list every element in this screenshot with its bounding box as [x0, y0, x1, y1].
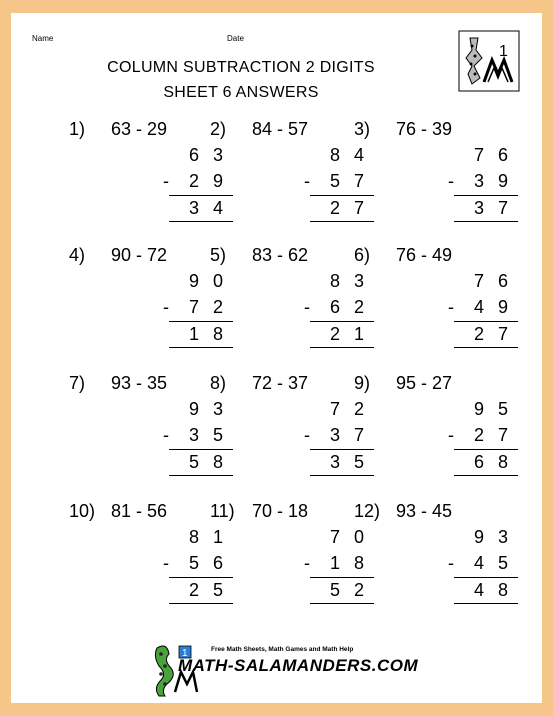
minus-sign: - — [448, 171, 454, 191]
minuend-digit: 8 — [329, 271, 340, 291]
answer-digit: 1 — [188, 324, 199, 344]
subtrahend-digit: 3 — [329, 425, 340, 445]
problem-rule-top — [454, 195, 518, 196]
answer-digit: 7 — [353, 198, 364, 218]
subtrahend-digit: 2 — [212, 297, 223, 317]
minuend-digit: 9 — [188, 399, 199, 419]
minuend-digit: 2 — [353, 399, 364, 419]
problem-number: 3) — [354, 119, 371, 139]
subtrahend-digit: 8 — [353, 553, 364, 573]
answer-digit: 5 — [212, 580, 223, 600]
problem-expression: 93 - 35 — [111, 373, 168, 393]
problem-number: 11) — [210, 501, 235, 521]
problem-expression: 84 - 57 — [252, 119, 309, 139]
problem-rule-bottom — [169, 347, 233, 348]
minuend-digit: 9 — [473, 399, 484, 419]
minus-sign: - — [163, 171, 169, 191]
answer-digit: 5 — [188, 452, 199, 472]
minuend-digit: 6 — [188, 145, 199, 165]
subtrahend-digit: 5 — [188, 553, 199, 573]
problem-number: 8) — [210, 373, 227, 393]
problem-rule-bottom — [454, 221, 518, 222]
minuend-digit: 3 — [212, 145, 223, 165]
problem-number: 10) — [69, 501, 96, 521]
problem-number: 1) — [69, 119, 86, 139]
problem-expression: 83 - 62 — [252, 245, 309, 265]
subtrahend-digit: 7 — [353, 425, 364, 445]
problem-rule-bottom — [169, 475, 233, 476]
minuend-digit: 5 — [497, 399, 508, 419]
answer-digit: 6 — [473, 452, 484, 472]
subtrahend-digit: 4 — [473, 297, 484, 317]
problem-12 — [354, 501, 508, 601]
answer-digit: 8 — [212, 324, 223, 344]
minuend-digit: 7 — [473, 271, 484, 291]
minuend-digit: 9 — [473, 527, 484, 547]
minuend-digit: 6 — [497, 145, 508, 165]
footer-brand: MATH-SALAMANDERS.COM — [178, 656, 419, 675]
subtrahend-digit: 7 — [188, 297, 199, 317]
problem-3 — [354, 119, 508, 219]
problem-expression: 76 - 39 — [396, 119, 453, 139]
answer-digit: 2 — [329, 324, 340, 344]
answer-digit: 2 — [329, 198, 340, 218]
minuend-digit: 3 — [497, 527, 508, 547]
worksheet-title: COLUMN SUBTRACTION 2 DIGITS — [107, 59, 375, 76]
date-label: Date — [227, 34, 244, 43]
problem-rule-top — [454, 449, 518, 450]
problem-rule-bottom — [310, 475, 374, 476]
subtrahend-digit: 4 — [473, 553, 484, 573]
minus-sign: - — [163, 425, 169, 445]
subtrahend-digit: 6 — [329, 297, 340, 317]
page-badge: 1 — [499, 43, 508, 60]
answer-digit: 8 — [212, 452, 223, 472]
problem-expression: 72 - 37 — [252, 373, 309, 393]
minus-sign: - — [448, 553, 454, 573]
minuend-digit: 9 — [188, 271, 199, 291]
problem-number: 6) — [354, 245, 371, 265]
name-label: Name — [32, 34, 54, 43]
answer-digit: 3 — [329, 452, 340, 472]
problem-rule-bottom — [454, 475, 518, 476]
answer-digit: 2 — [188, 580, 199, 600]
answer-digit: 8 — [497, 452, 508, 472]
problem-rule-bottom — [454, 603, 518, 604]
problem-rule-top — [454, 321, 518, 322]
problem-rule-bottom — [169, 221, 233, 222]
problem-rule-bottom — [454, 347, 518, 348]
subtrahend-digit: 9 — [497, 171, 508, 191]
problem-8 — [210, 373, 364, 473]
minuend-digit: 4 — [353, 145, 364, 165]
minus-sign: - — [304, 171, 310, 191]
subtrahend-digit: 9 — [212, 171, 223, 191]
answer-digit: 5 — [329, 580, 340, 600]
minuend-digit: 7 — [329, 527, 340, 547]
subtrahend-digit: 6 — [212, 553, 223, 573]
subtrahend-digit: 3 — [473, 171, 484, 191]
subtrahend-digit: 7 — [497, 425, 508, 445]
minus-sign: - — [163, 297, 169, 317]
svg-text:1: 1 — [182, 648, 188, 659]
minuend-digit: 3 — [353, 271, 364, 291]
worksheet-page — [11, 13, 542, 703]
subtrahend-digit: 9 — [497, 297, 508, 317]
problem-number: 4) — [69, 245, 86, 265]
problem-7 — [69, 373, 223, 473]
answer-digit: 3 — [473, 198, 484, 218]
minus-sign: - — [304, 553, 310, 573]
minuend-digit: 1 — [212, 527, 223, 547]
answer-digit: 7 — [497, 198, 508, 218]
subtrahend-digit: 5 — [212, 425, 223, 445]
problem-expression: 93 - 45 — [396, 501, 453, 521]
problem-number: 5) — [210, 245, 227, 265]
subtrahend-digit: 2 — [473, 425, 484, 445]
answer-digit: 5 — [353, 452, 364, 472]
minuend-digit: 0 — [353, 527, 364, 547]
subtrahend-digit: 3 — [188, 425, 199, 445]
problem-rule-top — [454, 577, 518, 578]
problem-4 — [69, 245, 223, 345]
problem-expression: 76 - 49 — [396, 245, 453, 265]
answer-digit: 4 — [473, 580, 484, 600]
problem-expression: 70 - 18 — [252, 501, 309, 521]
problem-5 — [210, 245, 364, 345]
subtrahend-digit: 2 — [353, 297, 364, 317]
minuend-digit: 7 — [473, 145, 484, 165]
minus-sign: - — [448, 425, 454, 445]
subtrahend-digit: 5 — [329, 171, 340, 191]
minuend-digit: 0 — [212, 271, 223, 291]
minus-sign: - — [448, 297, 454, 317]
problem-2 — [210, 119, 364, 219]
subtrahend-digit: 1 — [329, 553, 340, 573]
minus-sign: - — [304, 425, 310, 445]
problem-expression: 81 - 56 — [111, 501, 168, 521]
answer-digit: 3 — [188, 198, 199, 218]
problem-rule-bottom — [310, 347, 374, 348]
problem-6 — [354, 245, 508, 345]
minuend-digit: 8 — [188, 527, 199, 547]
answer-digit: 8 — [497, 580, 508, 600]
minuend-digit: 7 — [329, 399, 340, 419]
footer-tagline: Free Math Sheets, Math Games and Math Help — [211, 646, 354, 653]
problem-9 — [354, 373, 508, 473]
subtrahend-digit: 7 — [353, 171, 364, 191]
problem-rule-bottom — [310, 221, 374, 222]
minuend-digit: 8 — [329, 145, 340, 165]
subtrahend-digit: 2 — [188, 171, 199, 191]
worksheet-subtitle: SHEET 6 ANSWERS — [163, 84, 319, 101]
problem-number: 12) — [354, 501, 381, 521]
minus-sign: - — [304, 297, 310, 317]
problem-11 — [210, 501, 364, 601]
minuend-digit: 6 — [497, 271, 508, 291]
problem-number: 7) — [69, 373, 86, 393]
problem-rule-bottom — [169, 603, 233, 604]
answer-digit: 2 — [473, 324, 484, 344]
problem-1 — [69, 119, 223, 219]
problem-expression: 90 - 72 — [111, 245, 168, 265]
answer-digit: 4 — [212, 198, 223, 218]
answer-digit: 2 — [353, 580, 364, 600]
problem-number: 9) — [354, 373, 371, 393]
answer-digit: 1 — [353, 324, 364, 344]
minuend-digit: 3 — [212, 399, 223, 419]
problem-expression: 95 - 27 — [396, 373, 453, 393]
problem-rule-bottom — [310, 603, 374, 604]
subtrahend-digit: 5 — [497, 553, 508, 573]
answer-digit: 7 — [497, 324, 508, 344]
problem-expression: 63 - 29 — [111, 119, 168, 139]
minus-sign: - — [163, 553, 169, 573]
problem-number: 2) — [210, 119, 227, 139]
